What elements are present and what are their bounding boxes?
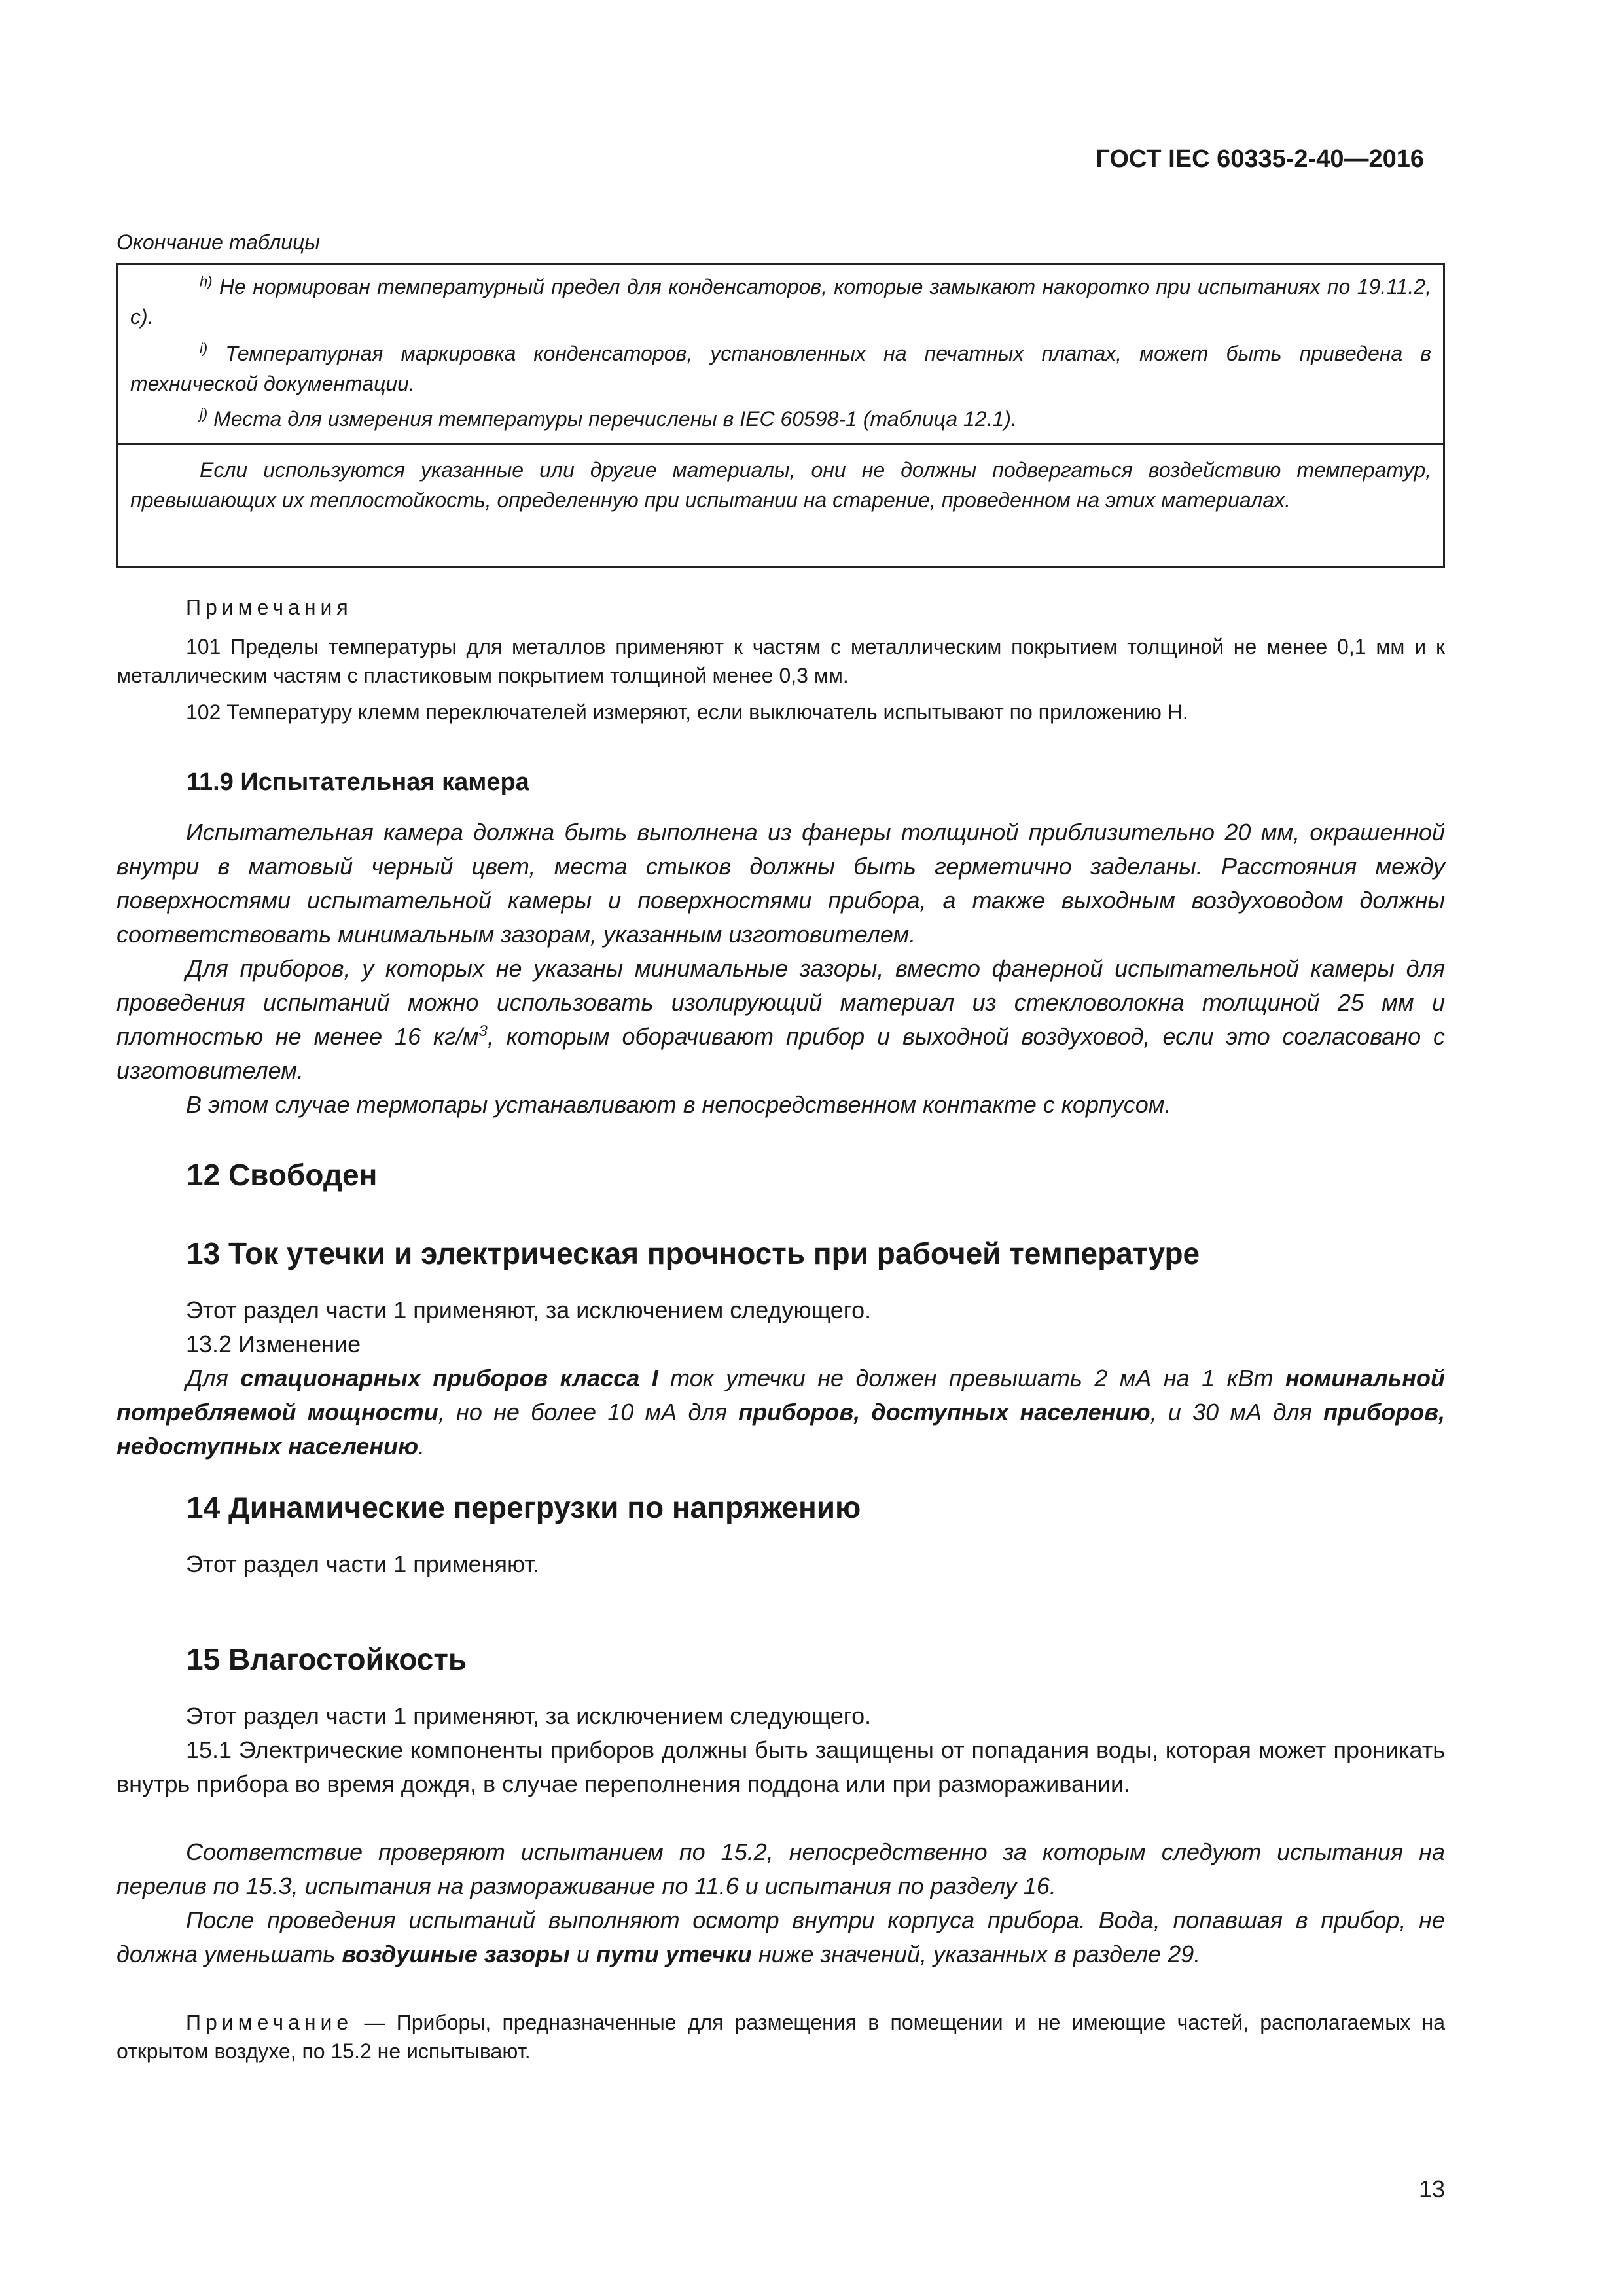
- page-number: 13: [1418, 2176, 1445, 2202]
- section-11-9-p2: Для приборов, у которых не указаны минимальные зазоры, вместо фанерной испытательной камеры для проведения испытаний можно использовать изолирующий материал из стекловолокна толщиной 25 мм и плотностью не менее 16 $кг/м^3$, которым оборачивают прибор и выходной воздуховод, если это согласовано с изготовителем.: [116, 955, 1445, 1084]
- table-footnotes-row: [118, 265, 1443, 445]
- section-14-p1: Этот раздел части 1 применяют.: [186, 1551, 539, 1577]
- section-14-title: 14 Динамические перегрузки по напряжению: [187, 1490, 861, 1524]
- notes-label: Примечания: [186, 596, 353, 619]
- section-15-title: 15 Влагостойкость: [187, 1642, 467, 1676]
- footnote-i: $^{i)}$ Температурная маркировка конденсаторов, установленных на печатных платах, может быть приведена в технической документации.: [130, 340, 1431, 395]
- footnote-mark: h): [200, 273, 213, 290]
- section-11-9-p1: Испытательная камера должна быть выполнена из фанеры толщиной приблизительно 20 мм, окрашенной внутри в матовый черный цвет, места стыков должны быть герметично заделаны. Расстояния между поверхностями испытательной камеры и поверхностями прибора, а также выходным воздуховодом должны соответствовать минимальным зазорам, указанным изготовителем.: [116, 819, 1445, 948]
- table-caption: Окончание таблицы: [116, 230, 320, 254]
- section-11-9-title: 11.9 Испытательная камера: [187, 768, 529, 796]
- footnote-h: $^{h)}$ Не нормирован температурный предел для конденсаторов, которые замыкают накоротко при испытаниях по 19.11.2, с).: [130, 273, 1431, 329]
- footnote-mark: i): [200, 340, 208, 357]
- table-footnotes-box: [116, 263, 1445, 568]
- standard-code: ГОСТ IEC 60335-2-40—2016: [1096, 145, 1424, 173]
- section-15-note: Примечание — Приборы, предназначенные для размещения в помещении и не имеющие частей, располагаемых на открытом воздухе, по 15.2 не испытывают.: [116, 2011, 1445, 2063]
- section-15-p3: Соответствие проверяют испытанием по 15.2, непосредственно за которым следуют испытания на перелив по 15.3, испытания на размораживание по 11.6 и испытания по разделу 16.: [116, 1839, 1445, 1899]
- section-12-title: 12 Свободен: [187, 1158, 378, 1192]
- section-15-p4: После проведения испытаний выполняют осмотр внутри корпуса прибора. Вода, попавшая в прибор, не должна уменьшать воздушные зазоры и пути утечки ниже значений, указанных в разделе 29.: [116, 1907, 1445, 1967]
- section-13-title: 13 Ток утечки и электрическая прочность при рабочей температуре: [187, 1236, 1200, 1270]
- section-11-9-p3: В этом случае термопары устанавливают в непосредственном контакте с корпусом.: [186, 1091, 1171, 1118]
- section-13-p1: Этот раздел части 1 применяют, за исключением следующего.: [186, 1297, 872, 1323]
- section-13-p2: 13.2 Изменение: [186, 1331, 361, 1357]
- footnote-mark: j): [200, 405, 208, 422]
- table-note: Если используются указанные или другие материалы, они не должны подвергаться воздействию температур, превышающих их теплостойкость, определенную при испытании на старение, проведенном на этих материалах.: [130, 458, 1431, 512]
- section-13-requirement: Для стационарных приборов класса I ток утечки не должен превышать 2 мА на 1 кВт номинальной потребляемой мощности, но не более 10 мА для приборов, доступных населению, и 30 мА для приборов, недоступных населению.: [116, 1365, 1446, 1460]
- footnote-j: $^{j)}$ Места для измерения температуры перечислены в IEC 60598-1 (таблица 12.1).: [200, 405, 1017, 431]
- section-15-p1: Этот раздел части 1 применяют, за исключением следующего.: [186, 1702, 872, 1729]
- note-101: 101 Пределы температуры для металлов применяют к частям с металлическим покрытием толщиной не менее 0,1 мм и к металлическим частям с пластиковым покрытием толщиной менее 0,3 мм.: [116, 635, 1445, 687]
- section-15-p2: 15.1 Электрические компоненты приборов должны быть защищены от попадания воды, которая может проникать внутрь прибора во время дождя, в случае переполнения поддона или при размораживании.: [116, 1736, 1445, 1797]
- note-102: 102 Температуру клемм переключателей измеряют, если выключатель испытывают по приложению Н.: [186, 700, 1188, 724]
